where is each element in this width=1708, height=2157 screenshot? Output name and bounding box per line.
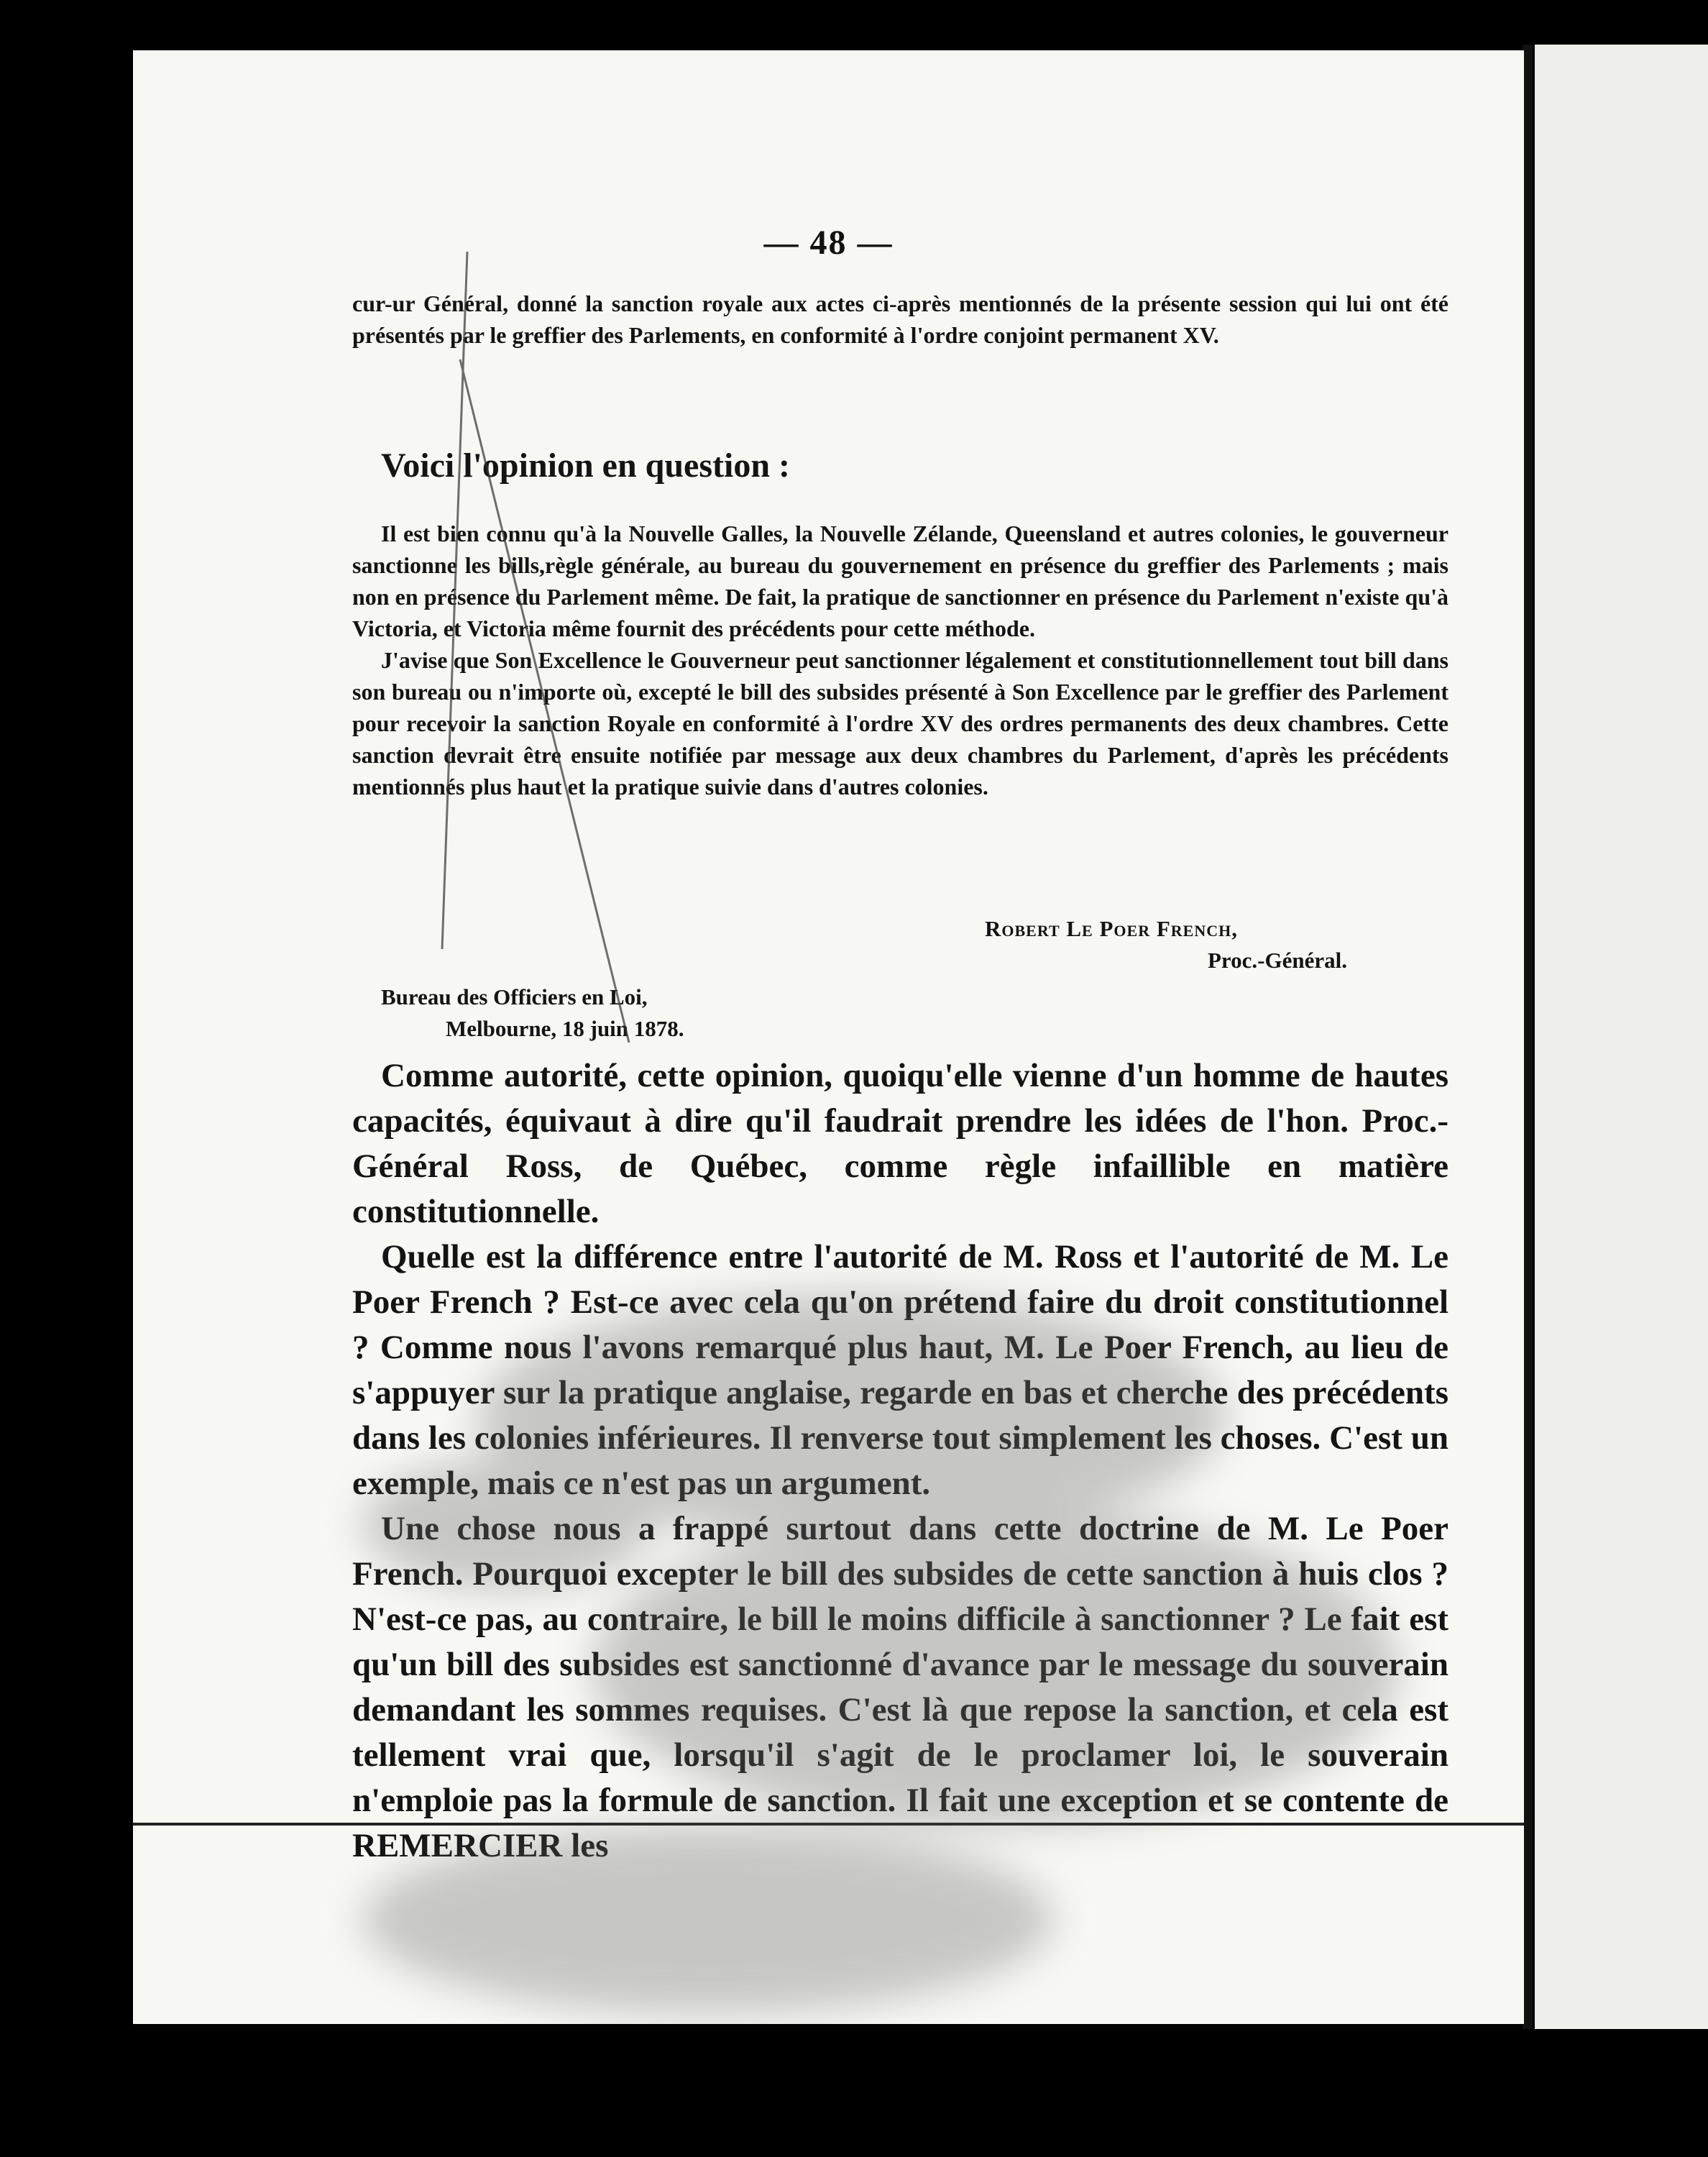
page-number: — 48 — xyxy=(763,224,894,262)
signature-name: Robert Le Poer French, xyxy=(985,916,1238,941)
signature xyxy=(985,913,1445,976)
office-bureau: Bureau des Officiers en Loi, xyxy=(381,984,648,1009)
document-page xyxy=(133,50,1524,2024)
page-gutter xyxy=(1523,45,1533,2029)
adjacent-page-edge xyxy=(1535,45,1708,2029)
office-dateline xyxy=(381,981,684,1045)
body-text xyxy=(352,1053,1448,1869)
body-paragraph: Une chose nous a frappé surtout dans cette doctrine de M. Le Poer French. Pourquoi excepter le bill des subsides de cette sanction à huis clos ? N'est-ce pas, au contraire, le bill le moins difficile à sanctionner ? Le fait est qu'un bill des subsides est sanctionné d'avance par le message du souverain demandant les sommes requises. C'est là que repose la sanction, et cela est tellement vrai que, lorsqu'il s'agit de le proclamer loi, le souverain n'emploie pas la formule de sanction. Il fait une exception et se contente de REMERCIER les xyxy=(352,1510,1448,1864)
intro-paragraph: cur-ur Général, donné la sanction royale aux actes ci-après mentionnés de la présente session qui lui ont été présentés par le greffier des Parlements, en conformité à l'ordre conjoint permanent XV. xyxy=(352,290,1448,348)
intro-text xyxy=(352,288,1448,351)
section-heading: Voici l'opinion en question : xyxy=(381,446,791,485)
opinion-paragraph: J'avise que Son Excellence le Gouverneur peut sanctionner légalement et constitutionnellement tout bill dans son bureau ou n'importe où, excepté le bill des subsides présenté à Son Excellence par le greffier des Parlement pour recevoir la sanction Royale en conformité à l'ordre XV des ordres permanents des deux chambres. Cette sanction devrait être ensuite notifiée par message aux deux chambres du Parlement, d'après les précédents mentionnés plus haut et la pratique suivie dans d'autres colonies. xyxy=(352,647,1448,800)
body-paragraph: Comme autorité, cette opinion, quoiqu'elle vienne d'un homme de hautes capacités, équivaut à dire qu'il faudrait prendre les idées de l'hon. Proc.-Général Ross, de Québec, comme règle infaillible en matière constitutionnelle. xyxy=(352,1057,1448,1230)
legal-opinion xyxy=(352,518,1448,802)
signature-title: Proc.-Général. xyxy=(1208,948,1347,973)
office-place-date: Melbourne, 18 juin 1878. xyxy=(446,1016,684,1041)
opinion-paragraph: Il est bien connu qu'à la Nouvelle Galles, la Nouvelle Zélande, Queensland et autres colonies, le gouverneur sanctionne les bills,règle générale, au bureau du gouvernement en présence du greffier des Parlements ; mais non en présence du Parlement même. De fait, la pratique de sanctionner en présence du Parlement n'existe qu'à Victoria, et Victoria même fournit des précédents pour cette méthode. xyxy=(352,521,1448,641)
scan-artifact-line xyxy=(133,1823,1524,1826)
body-paragraph: Quelle est la différence entre l'autorité de M. Ross et l'autorité de M. Le Poer French ? Est-ce avec cela qu'on prétend faire du droit constitutionnel ? Comme nous l'avons remarqué plus haut, M. Le Poer French, au lieu de s'appuyer sur la pratique anglaise, regarde en bas et cherche des précédents dans les colonies inférieures. Il renverse tout simplement les choses. C'est un exemple, mais ce n'est pas un argument. xyxy=(352,1238,1448,1502)
